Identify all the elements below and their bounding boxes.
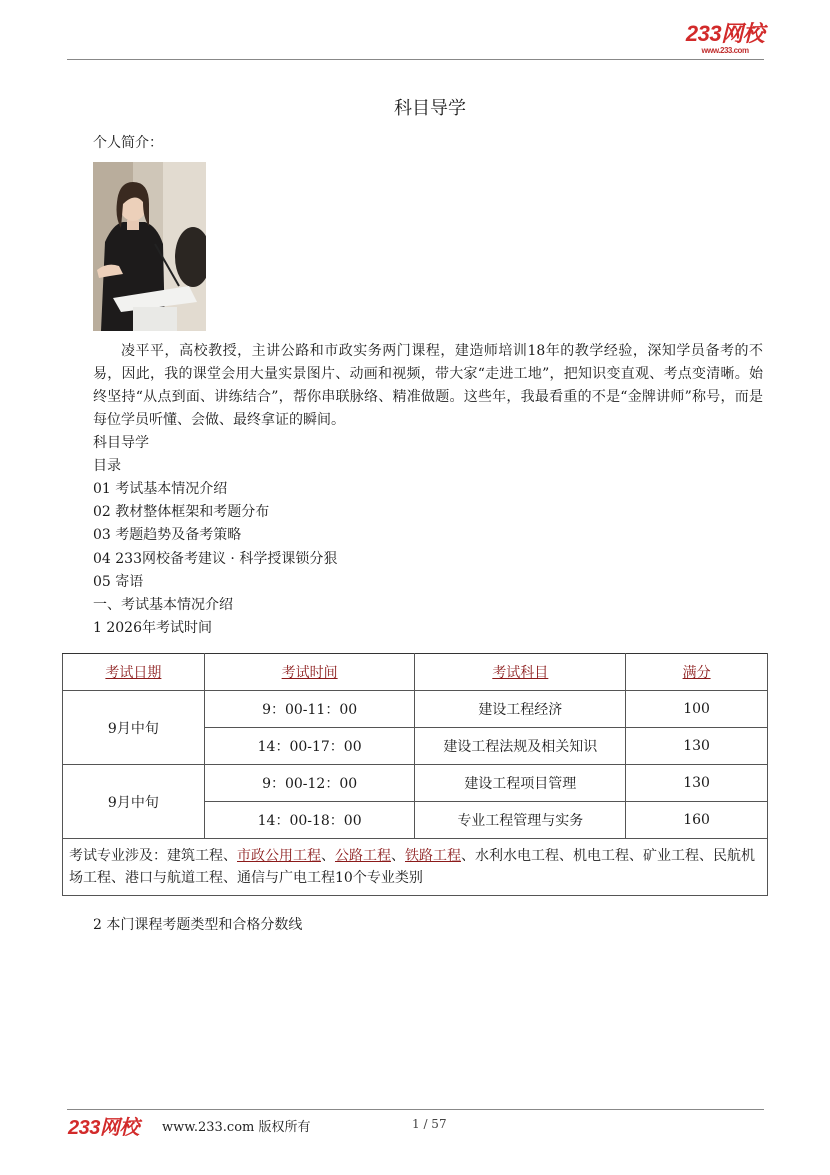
major-link[interactable]: 公路工程 — [335, 848, 391, 864]
subject-cell: 专业工程管理与实务 — [415, 802, 626, 839]
time-cell: 9：00-12：00 — [204, 765, 415, 802]
header-link[interactable]: 考试科目 — [492, 665, 549, 681]
note-separator: 、 — [391, 848, 405, 864]
score-cell: 130 — [626, 728, 768, 765]
table-note-row — [63, 839, 768, 896]
toc-item: 02 教材整体框架和考题分布 — [93, 504, 270, 520]
time-cell: 14：00-18：00 — [204, 802, 415, 839]
toc-item: 05 寄语 — [93, 574, 144, 590]
page-number: 1 / 57 — [412, 1117, 447, 1131]
bio-paragraph: 凌平平，高校教授，主讲公路和市政实务两门课程，建造师培训18年的教学经验，深知学员备考的不易，因此，我的课堂会用大量实景图片、动画和视频，带大家“走进工地”，把知识变直观、考点变清晰。始终坚持“从点到面、讲练结合”，帮你串联脉络、精准做题。这些年，我最看重的不是“金牌讲师”称号，而是每位学员听懂、会做、最终拿证的瞬间。 — [93, 343, 763, 428]
header-logo[interactable] — [680, 22, 770, 55]
toc-label: 目录 — [93, 458, 121, 474]
exam-majors-note — [63, 839, 768, 896]
footer-divider — [67, 1109, 764, 1110]
col-header-subject — [415, 654, 626, 691]
col-header-time — [204, 654, 415, 691]
section-title: 科目导学 — [93, 435, 149, 451]
subject-cell: 建设工程项目管理 — [415, 765, 626, 802]
subheading-question-types: 2 本门课程考题类型和合格分数线 — [93, 917, 303, 933]
header-link[interactable]: 满分 — [682, 665, 711, 681]
note-text: 、水利水电工程、机电工程、矿业工程、民航机场工程、港口与航道工程、通信与广电工程10个专业类别 — [69, 848, 755, 886]
score-cell: 100 — [626, 691, 768, 728]
time-cell: 14：00-17：00 — [204, 728, 415, 765]
subheading-exam-time: 1 2026年考试时间 — [93, 620, 212, 636]
time-cell: 9：00-11：00 — [204, 691, 415, 728]
major-link[interactable]: 铁路工程 — [405, 848, 461, 864]
logo-text: 233网校 — [685, 21, 765, 46]
header-link[interactable]: 考试日期 — [105, 665, 162, 681]
date-cell: 9月中旬 — [63, 765, 205, 839]
intro-label: 个人简介： — [93, 135, 163, 151]
copyright-text: www.233.com 版权所有 — [162, 1120, 311, 1135]
table-row — [63, 691, 768, 728]
score-cell: 130 — [626, 765, 768, 802]
header-divider — [67, 59, 764, 60]
teacher-photo — [93, 162, 206, 331]
note-text: 考试专业涉及：建筑工程、 — [69, 848, 237, 864]
note-separator: 、 — [321, 848, 335, 864]
major-link[interactable]: 市政公用工程 — [237, 848, 321, 864]
col-header-date — [63, 654, 205, 691]
table-header-row — [63, 654, 768, 691]
header-link[interactable]: 考试时间 — [281, 665, 338, 681]
footer-logo[interactable]: 233网校 — [68, 1117, 139, 1139]
date-cell: 9月中旬 — [63, 691, 205, 765]
heading-exam-info: 一、考试基本情况介绍 — [93, 597, 233, 613]
logo-url: www.233.com — [701, 46, 749, 55]
page-title: 科目导学 — [394, 98, 466, 119]
toc-item: 04 233网校备考建议 · 科学授课锁分狠 — [93, 551, 338, 567]
exam-schedule-table — [62, 653, 768, 896]
score-cell: 160 — [626, 802, 768, 839]
col-header-score — [626, 654, 768, 691]
subject-cell: 建设工程法规及相关知识 — [415, 728, 626, 765]
toc-item: 01 考试基本情况介绍 — [93, 481, 228, 497]
table-row — [63, 765, 768, 802]
subject-cell: 建设工程经济 — [415, 691, 626, 728]
toc-item: 03 考题趋势及备考策略 — [93, 527, 242, 543]
